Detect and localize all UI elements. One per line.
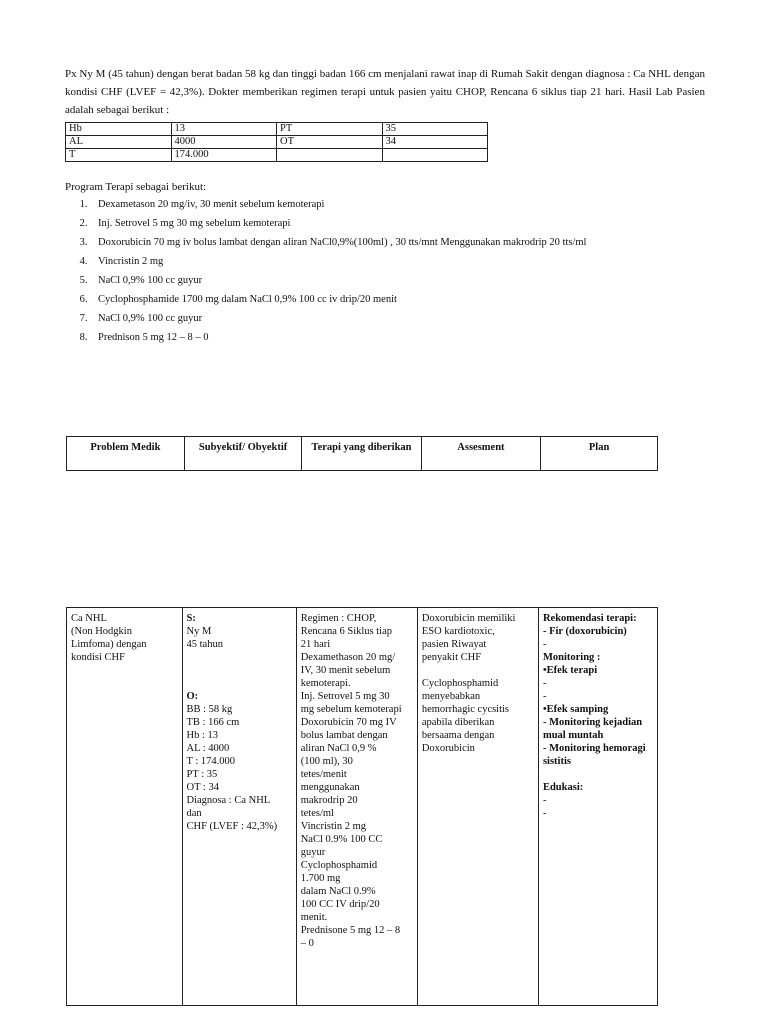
lab-cell: 13 — [171, 123, 277, 136]
plan-edukasi-1: - — [542, 795, 547, 806]
cell-line: Limfoma) dengan — [71, 639, 147, 650]
cell-line: Prednisone 5 mg 12 – 8 — [300, 925, 401, 936]
program-item-number: 2. — [79, 218, 98, 229]
plan-rekomendasi-dash: - — [542, 639, 547, 650]
plan-dash-2: - — [542, 691, 547, 702]
lab-cell: PT — [277, 123, 383, 136]
plan-monitoring-1: - Monitoring kejadian mual muntah — [542, 717, 643, 741]
program-item-number: 3. — [79, 237, 98, 248]
program-item — [65, 198, 586, 217]
cell-line: CHF (LVEF : 42,3%) — [186, 821, 278, 832]
plan-edukasi-2: - — [542, 808, 547, 819]
cell-problem — [67, 608, 183, 1006]
cell-line: ESO kardiotoxic, — [421, 626, 495, 637]
therapy-program-list — [65, 198, 586, 350]
cell-plan — [538, 608, 657, 1006]
cell-line: PT : 35 — [186, 769, 218, 780]
cell-assesment — [417, 608, 538, 1006]
cell-line: 21 hari — [300, 639, 331, 650]
program-item-number: 1. — [79, 199, 98, 210]
lab-results-table — [65, 122, 488, 162]
cell-line: BB : 58 kg — [186, 704, 233, 715]
cell-line: TB : 166 cm — [186, 717, 240, 728]
cell-line: mg sebelum kemoterapi — [300, 704, 402, 715]
cell-line: Doxorubicin memiliki — [421, 613, 516, 624]
program-item — [65, 293, 586, 312]
header-plan: Plan — [541, 437, 658, 471]
cell-line: menit. — [300, 912, 328, 923]
program-item-text: NaCl 0,9% 100 cc guyur — [98, 275, 203, 286]
cell-line: 100 CC IV drip/20 — [300, 899, 380, 910]
o-label: O: — [186, 691, 199, 702]
soap-header-table — [66, 436, 658, 471]
cell-line: Vincristin 2 mg — [300, 821, 367, 832]
program-item-text: Prednison 5 mg 12 – 8 – 0 — [98, 332, 209, 343]
program-title: Program Terapi sebagai berikut: — [65, 181, 207, 193]
program-item-text: Cyclophosphamide 1700 mg dalam NaCl 0,9% 100 cc iv drip/20 menit — [98, 294, 397, 305]
plan-rekomendasi-title: Rekomendasi terapi: — [542, 613, 637, 624]
header-subyektif-obyektif: Subyektif/ Obyektif — [184, 437, 302, 471]
cell-line: apabila diberikan — [421, 717, 495, 728]
cell-line: pasien Riwayat — [421, 639, 487, 650]
cell-line: T : 174.000 — [186, 756, 236, 767]
header-problem-medik: Problem Medik — [67, 437, 185, 471]
program-item-number: 7. — [79, 313, 98, 324]
lab-cell: 34 — [382, 136, 488, 149]
cell-line: tetes/menit — [300, 769, 347, 780]
cell-line: NaCl 0.9% 100 CC — [300, 834, 383, 845]
cell-subyektif-obyektif — [182, 608, 296, 1006]
plan-efek-samping: • Efek samping — [543, 703, 653, 716]
cell-line: 1.700 mg — [300, 873, 341, 884]
cell-line: Ca NHL — [71, 613, 107, 624]
cell-line: (100 ml), 30 — [300, 756, 353, 767]
cell-line: Inj. Setrovel 5 mg 30 — [300, 691, 390, 702]
cell-line: bolus lambat dengan — [300, 730, 388, 741]
cell-line: dan — [186, 808, 202, 819]
cell-line: (Non Hodgkin — [71, 626, 132, 637]
cell-line: OT : 34 — [186, 782, 219, 793]
plan-dash-1: - — [542, 678, 547, 689]
plan-efek-terapi: • Efek terapi — [543, 664, 653, 677]
cell-line: Diagnosa : Ca NHL — [186, 795, 271, 806]
program-item-text: NaCl 0,9% 100 cc guyur — [98, 313, 203, 324]
cell-line: AL : 4000 — [186, 743, 230, 754]
program-item-text: Vincristin 2 mg — [98, 256, 164, 267]
cell-line: makrodrip 20 — [300, 795, 358, 806]
header-assesment: Assesment — [421, 437, 541, 471]
lab-cell: Hb — [66, 123, 172, 136]
cell-line: menyebabkan — [421, 691, 481, 702]
plan-edukasi-title: Edukasi: — [542, 782, 584, 793]
cell-line: – 0 — [300, 938, 314, 949]
s-label: S: — [186, 613, 196, 624]
cell-line: Hb : 13 — [186, 730, 218, 741]
cell-line: Rencana 6 Siklus tiap — [300, 626, 392, 637]
lab-row — [66, 136, 488, 149]
cell-line: kondisi CHF — [71, 652, 125, 663]
cell-line: kemoterapi. — [300, 678, 351, 689]
header-terapi: Terapi yang diberikan — [302, 437, 421, 471]
lab-cell — [382, 149, 488, 162]
case-description: Px Ny M (45 tahun) dengan berat badan 58 kg dan tinggi badan 166 cm menjalani rawat inap di Rumah Sakit dengan diagnosa : Ca NHL dengan kondisi CHF (LVEF = 42,3%). Dokter memberikan regimen terapi untuk pasien yaitu CHOP, Rencana 6 siklus tiap 21 hari. Hasil Lab Pasien adalah sebagai berikut : — [65, 68, 705, 116]
program-item-number: 8. — [79, 332, 98, 343]
cell-line: Ny M — [186, 626, 212, 637]
lab-cell: OT — [277, 136, 383, 149]
cell-line: 45 tahun — [186, 639, 223, 650]
cell-line: Doxorubicin 70 mg IV — [300, 717, 397, 728]
program-item — [65, 331, 586, 350]
cell-line: Cyclophosphamid — [421, 678, 499, 689]
cell-line: hemorrhagic cycsitis — [421, 704, 510, 715]
program-item-text: Inj. Setrovel 5 mg 30 mg sebelum kemoterapi — [98, 218, 291, 229]
program-item-text: Dexametason 20 mg/iv, 30 menit sebelum kemoterapi — [98, 199, 325, 210]
cell-line: tetes/ml — [300, 808, 334, 819]
cell-line: dalam NaCl 0.9% — [300, 886, 376, 897]
program-item — [65, 217, 586, 236]
cell-line: Cyclophosphamid — [300, 860, 378, 871]
cell-line: aliran NaCl 0,9 % — [300, 743, 377, 754]
cell-terapi — [296, 608, 417, 1006]
lab-cell — [277, 149, 383, 162]
lab-cell: AL — [66, 136, 172, 149]
lab-cell: 4000 — [171, 136, 277, 149]
cell-line: Dexamethason 20 mg/ — [300, 652, 396, 663]
cell-line: guyur — [300, 847, 326, 858]
program-item-text: Doxorubicin 70 mg iv bolus lambat dengan aliran NaCl0,9%(100ml) , 30 tts/mnt Menggunakan makrodrip 20 tts/ml — [98, 237, 587, 248]
program-item-number: 6. — [79, 294, 98, 305]
program-item — [65, 236, 586, 255]
cell-line: Doxorubicin — [421, 743, 475, 754]
soap-body-table — [66, 607, 658, 1006]
cell-line: IV, 30 menit sebelum — [300, 665, 391, 676]
cell-line: bersaama dengan — [421, 730, 495, 741]
program-item — [65, 274, 586, 293]
program-item-number: 5. — [79, 275, 98, 286]
lab-cell: 174.000 — [171, 149, 277, 162]
program-item — [65, 255, 586, 274]
plan-rekomendasi-item: - Fir (doxorubicin) — [542, 626, 627, 637]
cell-line: menggunakan — [300, 782, 360, 793]
lab-row — [66, 149, 488, 162]
cell-line: Regimen : CHOP, — [300, 613, 377, 624]
program-item — [65, 312, 586, 331]
plan-monitoring-2: - Monitoring hemoragi sistitis — [542, 743, 646, 767]
program-item-number: 4. — [79, 256, 98, 267]
lab-cell: T — [66, 149, 172, 162]
lab-row — [66, 123, 488, 136]
cell-line: penyakit CHF — [421, 652, 482, 663]
lab-cell: 35 — [382, 123, 488, 136]
plan-monitoring-title: Monitoring : — [542, 652, 601, 663]
